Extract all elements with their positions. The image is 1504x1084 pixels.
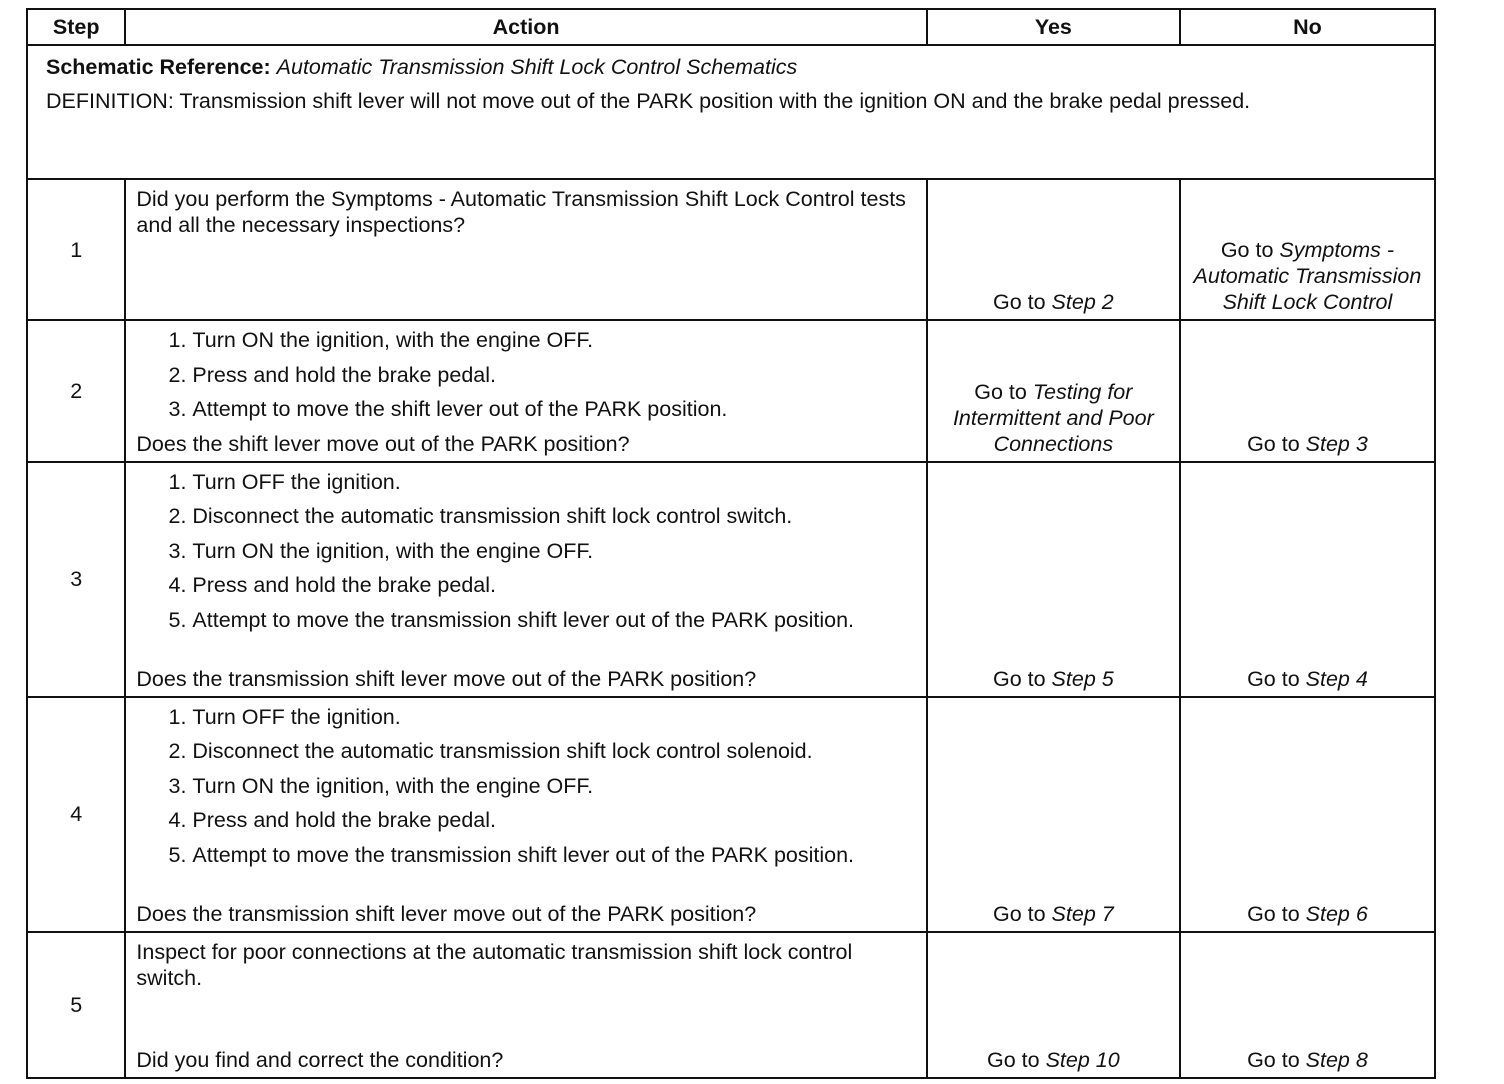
reference-row <box>27 45 1435 179</box>
step-action-top <box>136 939 915 991</box>
procedure-item: 1. Turn OFF the ignition. <box>192 704 915 730</box>
diagnostic-table <box>26 8 1436 1079</box>
step-number: 1 <box>27 179 125 320</box>
step-action-top <box>136 704 915 877</box>
yes-outcome-link[interactable]: Step 5 <box>1051 666 1114 691</box>
procedure-item: 3. Attempt to move the shift lever out of the PARK position. <box>192 396 915 422</box>
step-intro: Inspect for poor connections at the automatic transmission shift lock control switch. <box>136 939 853 990</box>
procedure-item: 2. Disconnect the automatic transmission shift lock control switch. <box>192 503 915 529</box>
step-action <box>125 697 926 932</box>
header-step: Step <box>27 9 125 45</box>
no-outcome-cell <box>1180 932 1435 1078</box>
no-outcome-link[interactable]: Step 4 <box>1305 666 1368 691</box>
yes-outcome-cell <box>927 697 1180 932</box>
step-action-content <box>136 939 915 1073</box>
step-action <box>125 179 926 320</box>
no-outcome-cell <box>1180 462 1435 697</box>
schematic-reference-label: Schematic Reference: <box>46 55 271 79</box>
step-procedure-list <box>136 469 915 633</box>
yes-outcome-prefix: Go to <box>992 290 1052 314</box>
procedure-item: 3. Turn ON the ignition, with the engine OFF. <box>192 773 915 799</box>
no-outcome-cell <box>1180 697 1435 932</box>
yes-outcome-link[interactable]: Step 7 <box>1051 901 1114 926</box>
procedure-item: 5. Attempt to move the transmission shift lever out of the PARK position. <box>192 842 915 868</box>
yes-outcome-prefix: Go to <box>992 901 1052 926</box>
reference-cell <box>27 45 1435 179</box>
step-question: Did you find and correct the condition? <box>136 1047 504 1072</box>
step-number: 4 <box>27 697 125 932</box>
header-action: Action <box>125 9 926 45</box>
yes-outcome-prefix: Go to <box>992 666 1052 691</box>
step-action-content <box>136 186 915 315</box>
step-action-content <box>136 469 915 692</box>
yes-outcome-cell <box>927 179 1180 320</box>
step-procedure-list <box>136 704 915 868</box>
step-row <box>27 462 1435 697</box>
no-outcome-prefix: Go to <box>1247 431 1306 456</box>
step-row <box>27 320 1435 462</box>
step-question: Does the shift lever move out of the PARK position? <box>136 431 630 456</box>
step-action-content <box>136 704 915 927</box>
step-intro: Did you perform the Symptoms - Automatic Transmission Shift Lock Control tests and all the necessary inspections? <box>136 187 906 237</box>
schematic-reference-link[interactable]: Automatic Transmission Shift Lock Control Schematics <box>276 55 798 79</box>
procedure-item: 2. Press and hold the brake pedal. <box>192 362 915 388</box>
no-outcome-link[interactable]: Step 3 <box>1305 431 1368 456</box>
yes-outcome-link[interactable]: Step 10 <box>1045 1047 1120 1072</box>
yes-outcome-cell <box>927 320 1180 462</box>
schematic-reference <box>46 54 1424 80</box>
step-number: 3 <box>27 462 125 697</box>
no-outcome-link[interactable]: Step 6 <box>1305 901 1368 926</box>
step-action <box>125 462 926 697</box>
header-no: No <box>1180 9 1435 45</box>
step-number: 5 <box>27 932 125 1078</box>
step-action-top <box>136 186 915 238</box>
procedure-item: 5. Attempt to move the transmission shift lever out of the PARK position. <box>192 607 915 633</box>
step-row <box>27 697 1435 932</box>
procedure-item: 3. Turn ON the ignition, with the engine OFF. <box>192 538 915 564</box>
no-outcome-cell <box>1180 320 1435 462</box>
step-question: Does the transmission shift lever move out of the PARK position? <box>136 666 757 691</box>
step-question: Does the transmission shift lever move out of the PARK position? <box>136 901 757 926</box>
yes-outcome-prefix: Go to <box>987 1047 1046 1072</box>
step-row <box>27 932 1435 1078</box>
no-outcome-cell <box>1180 179 1435 320</box>
header-row <box>27 9 1435 45</box>
procedure-item: 1. Turn OFF the ignition. <box>192 469 915 495</box>
step-action-content <box>136 327 915 457</box>
procedure-item: 4. Press and hold the brake pedal. <box>192 807 915 833</box>
step-procedure-list <box>136 327 915 422</box>
yes-outcome-cell <box>927 462 1180 697</box>
yes-outcome-link[interactable]: Testing for Intermittent and Poor Connections <box>952 379 1154 456</box>
no-outcome-prefix: Go to <box>1247 666 1306 691</box>
step-action <box>125 932 926 1078</box>
procedure-item: 4. Press and hold the brake pedal. <box>192 572 915 598</box>
no-outcome-prefix: Go to <box>1247 901 1306 926</box>
yes-outcome-prefix: Go to <box>974 379 1033 404</box>
step-number: 2 <box>27 320 125 462</box>
yes-outcome-link[interactable]: Step 2 <box>1051 290 1114 314</box>
yes-outcome-cell <box>927 932 1180 1078</box>
step-row <box>27 179 1435 320</box>
procedure-item: 2. Disconnect the automatic transmission shift lock control solenoid. <box>192 738 915 764</box>
step-action-top <box>136 469 915 642</box>
no-outcome-prefix: Go to <box>1247 1047 1306 1072</box>
no-outcome-prefix: Go to <box>1220 238 1280 262</box>
definition-text: DEFINITION: Transmission shift lever will not move out of the PARK position with the ignition ON and the brake pedal pressed. <box>46 89 1251 113</box>
header-yes: Yes <box>927 9 1180 45</box>
procedure-item: 1. Turn ON the ignition, with the engine OFF. <box>192 327 915 353</box>
no-outcome-link[interactable]: Step 8 <box>1305 1047 1368 1072</box>
step-action <box>125 320 926 462</box>
no-outcome-link[interactable]: Symptoms - Automatic Transmission Shift Lock Control <box>1193 238 1422 314</box>
step-action-top <box>136 327 915 431</box>
